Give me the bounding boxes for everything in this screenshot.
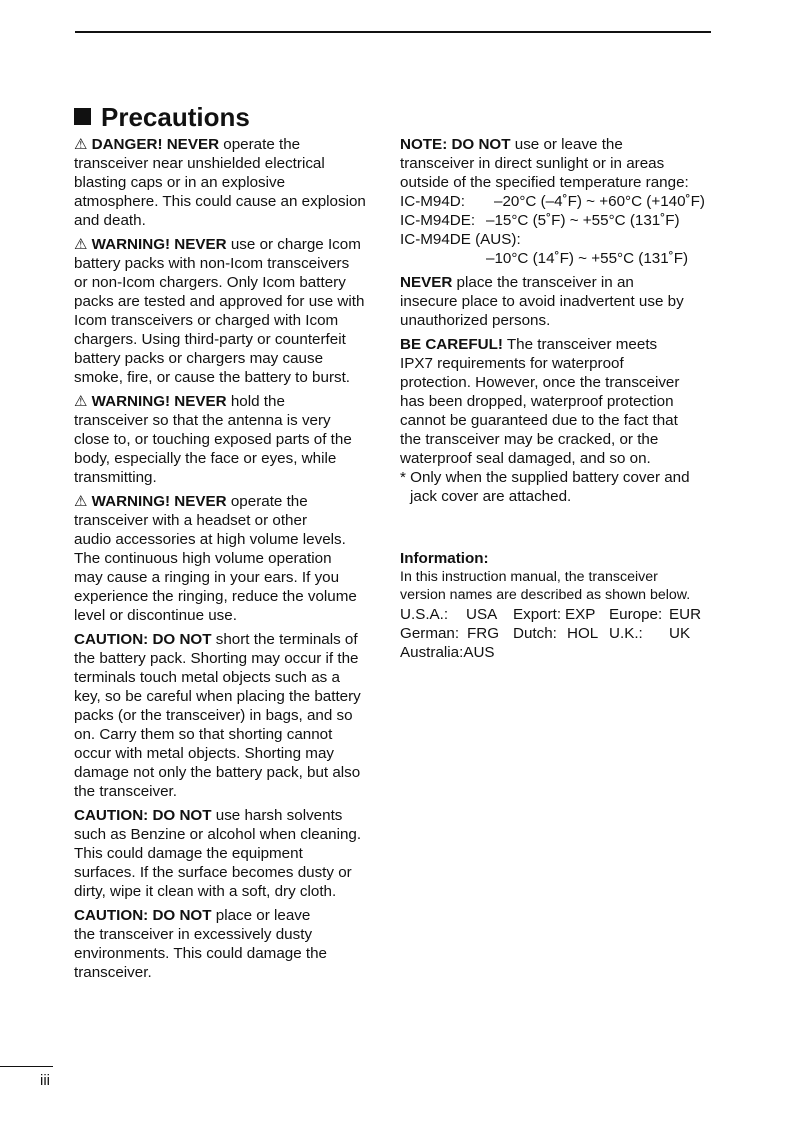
warning-headset-text: may cause a ringing in your ears. If you: [74, 568, 340, 586]
version-row: [400, 605, 720, 624]
version-label: U.S.A.:: [400, 605, 449, 623]
warning-headset-paragraph: [74, 492, 390, 625]
temp-range: –20°C (–4˚F) ~ +60°C (+140˚F): [494, 192, 705, 210]
version-code: EXP: [565, 605, 596, 623]
version-code: AUS: [463, 643, 495, 661]
temp-row: [400, 249, 720, 268]
temp-row: [400, 192, 720, 211]
temp-range: –15°C (5˚F) ~ +55°C (131˚F): [486, 211, 680, 229]
caution-terminals-text: terminals touch metal objects such as a: [74, 668, 340, 686]
caution-solvents-label: CAUTION: DO NOT: [74, 806, 212, 824]
warning-battery-label: WARNING! NEVER: [91, 235, 227, 253]
danger-text: blasting caps or in an explosive: [74, 173, 286, 191]
caution-terminals-text: short the terminals of: [211, 630, 358, 648]
temp-range: –10°C (14˚F) ~ +55°C (131˚F): [486, 249, 689, 267]
danger-text: operate the: [219, 135, 301, 153]
left-column: [74, 135, 390, 987]
warning-headset-text: The continuous high volume operation: [74, 549, 332, 567]
version-label: Europe:: [609, 605, 663, 623]
version-code: UK: [669, 624, 691, 642]
caution-solvents-text: dirty, wipe it clean with a soft, dry cloth.: [74, 882, 337, 900]
warning-battery-text: battery packs or chargers may cause: [74, 349, 324, 367]
bottom-rule: [0, 1066, 53, 1067]
temp-row: [400, 211, 720, 230]
version-row: [400, 624, 720, 643]
version-label: German:: [400, 624, 460, 642]
warning-triangle-icon: ⚠: [74, 492, 88, 510]
version-code: USA: [466, 605, 498, 623]
caution-terminals-text: on. Carry them so that shorting cannot: [74, 725, 333, 743]
caution-dust-text: environments. This could damage the: [74, 944, 327, 962]
warning-headset-first-line: [74, 492, 390, 511]
warning-headset-text: transceiver with a headset or other: [74, 511, 307, 529]
warning-battery-text: use or charge Icom: [226, 235, 361, 253]
note-text: transceiver in direct sunlight or in areas: [400, 154, 665, 172]
note-text: outside of the specified temperature range:: [400, 173, 689, 191]
warning-headset-text: experience the ringing, reduce the volume: [74, 587, 357, 605]
caution-solvents-text: use harsh solvents: [211, 806, 343, 824]
never-paragraph: [400, 273, 720, 330]
never-first-line: [400, 273, 720, 292]
danger-text: atmosphere. This could cause an explosion: [74, 192, 366, 210]
temp-model: IC-M94DE:: [400, 211, 476, 229]
footnote-text: jack cover are attached.: [410, 487, 572, 505]
danger-text: transceiver near unshielded electrical: [74, 154, 325, 172]
caution-terminals-text: key, so be careful when placing the battery: [74, 687, 361, 705]
careful-text: cannot be guaranteed due to the fact that: [400, 411, 678, 429]
warning-antenna-text: transmitting.: [74, 468, 157, 486]
warning-antenna-text: hold the: [226, 392, 285, 410]
caution-dust-text: transceiver.: [74, 963, 152, 981]
warning-headset-text: audio accessories at high volume levels.: [74, 530, 346, 548]
careful-text: protection. However, once the transceiver: [400, 373, 680, 391]
caution-terminals-text: the transceiver.: [74, 782, 177, 800]
warning-antenna-text: body, especially the face or eyes, while: [74, 449, 337, 467]
top-rule: [75, 31, 711, 33]
never-text: insecure place to avoid inadvertent use by: [400, 292, 684, 310]
never-label: NEVER: [400, 273, 453, 291]
caution-terminals-paragraph: [74, 630, 390, 801]
careful-first-line: [400, 335, 720, 354]
warning-antenna-paragraph: [74, 392, 390, 487]
warning-battery-text: chargers. Using third-party or counterfeit: [74, 330, 346, 348]
danger-paragraph: [74, 135, 390, 230]
careful-text: has been dropped, waterproof protection: [400, 392, 674, 410]
version-label: Australia:: [400, 643, 464, 661]
careful-label: BE CAREFUL!: [400, 335, 503, 353]
warning-triangle-icon: ⚠: [74, 235, 88, 253]
caution-terminals-label: CAUTION: DO NOT: [74, 630, 212, 648]
page-number: iii: [40, 1072, 50, 1089]
caution-dust-first-line: [74, 906, 390, 925]
caution-dust-text: the transceiver in excessively dusty: [74, 925, 313, 943]
danger-first-line: [74, 135, 390, 154]
caution-dust-text: place or leave: [211, 906, 311, 924]
right-column: [400, 135, 720, 662]
version-label: Dutch:: [513, 624, 557, 642]
warning-battery-text: smoke, fire, or cause the battery to burst.: [74, 368, 351, 386]
warning-battery-text: Icom transceivers or charged with Icom: [74, 311, 339, 329]
warning-antenna-text: transceiver so that the antenna is very: [74, 411, 331, 429]
never-text: unauthorized persons.: [400, 311, 551, 329]
warning-headset-text: level or discontinue use.: [74, 606, 237, 624]
caution-terminals-text: occur with metal objects. Shorting may: [74, 744, 334, 762]
section-title-text: Precautions: [101, 102, 250, 132]
warning-triangle-icon: ⚠: [74, 392, 88, 410]
caution-terminals-text: damage not only the battery pack, but also: [74, 763, 361, 781]
caution-solvents-text: such as Benzine or alcohol when cleaning.: [74, 825, 362, 843]
warning-battery-first-line: [74, 235, 390, 254]
warning-battery-text: or non-Icom chargers. Only Icom battery: [74, 273, 346, 291]
caution-dust-paragraph: [74, 906, 390, 982]
temp-model: IC-M94D:: [400, 192, 465, 210]
warning-headset-text: operate the: [226, 492, 308, 510]
version-code: FRG: [467, 624, 500, 642]
temp-model: IC-M94DE (AUS):: [400, 230, 521, 248]
warning-headset-label: WARNING! NEVER: [91, 492, 227, 510]
warning-battery-paragraph: [74, 235, 390, 387]
caution-terminals-text: the battery pack. Shorting may occur if the: [74, 649, 359, 667]
version-row: [400, 643, 720, 662]
note-text: use or leave the: [510, 135, 623, 153]
section-square-icon: [74, 108, 91, 125]
warning-antenna-first-line: [74, 392, 390, 411]
careful-text: waterproof seal damaged, and so on.: [400, 449, 651, 467]
warning-battery-text: battery packs with non-Icom transceivers: [74, 254, 350, 272]
careful-text: The transceiver meets: [502, 335, 658, 353]
careful-paragraph: [400, 335, 720, 506]
information-text: version names are described as shown below.: [400, 587, 691, 603]
version-code: EUR: [669, 605, 702, 623]
caution-solvents-text: This could damage the equipment: [74, 844, 303, 862]
section-title: [74, 101, 250, 133]
note-label: NOTE: DO NOT: [400, 135, 511, 153]
caution-solvents-paragraph: [74, 806, 390, 901]
warning-triangle-icon: ⚠: [74, 135, 88, 153]
version-label: Export:: [513, 605, 562, 623]
note-paragraph: [400, 135, 720, 268]
caution-solvents-text: surfaces. If the surface becomes dusty or: [74, 863, 352, 881]
never-text: place the transceiver in an: [452, 273, 634, 291]
warning-battery-text: packs are tested and approved for use with: [74, 292, 365, 310]
version-label: U.K.:: [609, 624, 643, 642]
information-text: In this instruction manual, the transceiver: [400, 568, 658, 585]
caution-terminals-first-line: [74, 630, 390, 649]
caution-solvents-first-line: [74, 806, 390, 825]
note-first-line: [400, 135, 720, 154]
caution-terminals-text: packs (or the transceiver) in bags, and so: [74, 706, 353, 724]
careful-text: IPX7 requirements for waterproof: [400, 354, 624, 372]
warning-antenna-text: close to, or touching exposed parts of the: [74, 430, 352, 448]
warning-antenna-label: WARNING! NEVER: [91, 392, 227, 410]
information-heading: Information:: [400, 549, 489, 567]
danger-text: and death.: [74, 211, 146, 229]
version-code: HOL: [567, 624, 599, 642]
careful-text: the transceiver may be cracked, or the: [400, 430, 659, 448]
caution-dust-label: CAUTION: DO NOT: [74, 906, 212, 924]
danger-label: DANGER! NEVER: [91, 135, 220, 153]
footnote-text: * Only when the supplied battery cover and: [400, 468, 690, 486]
temp-row: [400, 230, 720, 249]
